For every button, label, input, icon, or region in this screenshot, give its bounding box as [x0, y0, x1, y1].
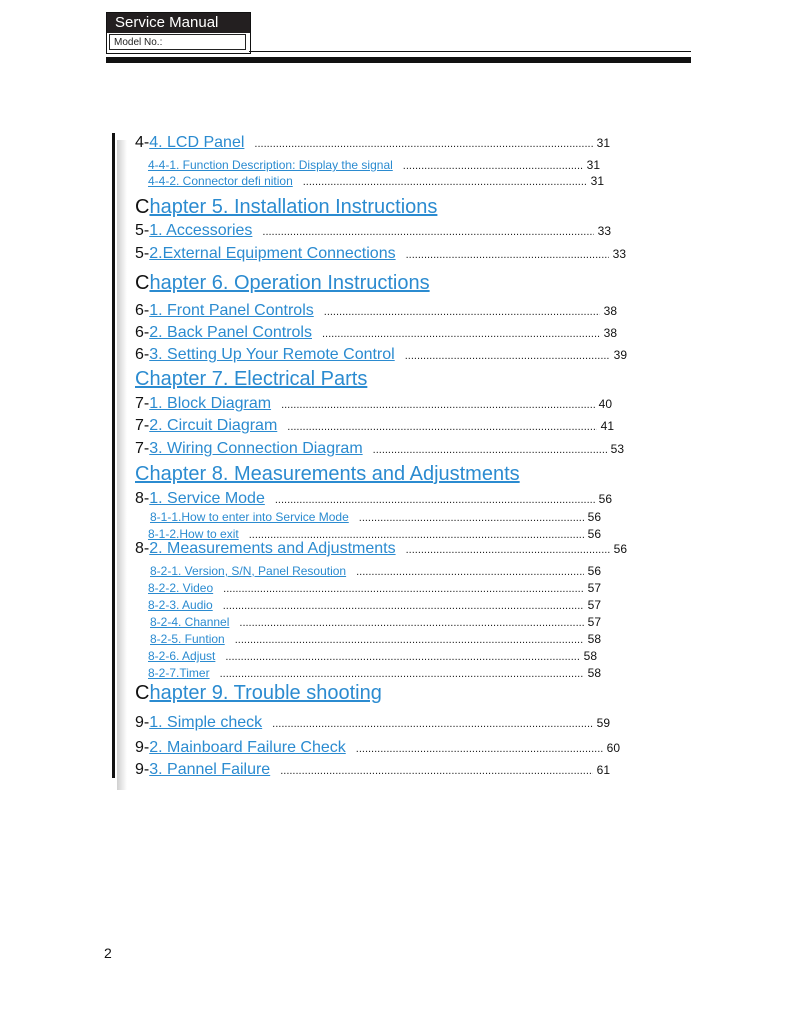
model-number-label: Model No.:	[109, 34, 246, 50]
dot-leader	[324, 306, 600, 318]
header-thick-rule	[106, 57, 691, 63]
toc-entry-page: 38	[603, 326, 617, 340]
toc-entry-link[interactable]: 3. Pannel Failure	[149, 761, 271, 778]
toc-entry[interactable]	[135, 395, 612, 413]
header-rule	[249, 51, 691, 52]
toc-entry[interactable]	[135, 761, 610, 779]
dot-leader	[280, 765, 592, 777]
toc-entry-link[interactable]: 8-2-6. Adjust	[148, 649, 216, 663]
toc-entry-link[interactable]: Chapter 7. Electrical Parts	[135, 368, 368, 390]
toc-entry-prefix: 9-	[135, 761, 150, 778]
toc-entry-page: 57	[587, 581, 601, 595]
toc-entry-link[interactable]: 8-1-1.How to enter into Service Mode	[150, 510, 349, 524]
toc-entry-link[interactable]: 4-4-1. Function Description: Display the signal	[148, 158, 393, 172]
toc-entry-page: 58	[587, 632, 601, 646]
toc-entry-link[interactable]: 1. Service Mode	[149, 490, 265, 507]
toc-entry-link[interactable]: 2. Measurements and Adjustments	[149, 540, 396, 557]
toc-entry[interactable]	[135, 540, 627, 558]
toc-entry-link[interactable]: 2. Back Panel Controls	[149, 324, 312, 341]
toc-entry-prefix: 8-	[135, 540, 150, 557]
toc-entry-link[interactable]: 8-1-2.How to exit	[148, 527, 239, 541]
dot-leader	[322, 328, 600, 340]
toc-entry[interactable]	[135, 682, 382, 705]
toc-entry[interactable]	[148, 649, 597, 663]
toc-entry[interactable]	[148, 527, 601, 541]
toc-entry-link[interactable]: hapter 9. Trouble shooting	[149, 682, 382, 704]
toc-entry-link[interactable]: 2. Circuit Diagram	[149, 417, 278, 434]
toc-entry[interactable]	[135, 368, 367, 391]
toc-entry-prefix: 8-	[135, 490, 150, 507]
toc-entry[interactable]	[150, 615, 601, 629]
dot-leader	[303, 176, 587, 188]
toc-entry-link[interactable]: 8-2-2. Video	[148, 581, 214, 595]
toc-entry-page: 59	[596, 716, 610, 730]
toc-entry-page: 39	[613, 348, 627, 362]
dot-leader	[220, 668, 584, 680]
toc-entry-prefix: 9-	[135, 739, 150, 756]
toc-entry-page: 58	[583, 649, 597, 663]
toc-entry-page: 57	[587, 598, 601, 612]
toc-entry-page: 33	[597, 224, 611, 238]
toc-entry-prefix: C	[135, 272, 150, 294]
dot-leader	[373, 444, 607, 456]
toc-entry-link[interactable]: 8-2-7.Timer	[148, 666, 210, 680]
toc-entry-prefix: 7-	[135, 395, 150, 412]
toc-entry-page: 31	[590, 174, 604, 188]
toc-entry-page: 58	[587, 666, 601, 680]
toc-entry[interactable]	[135, 417, 614, 435]
toc-entry-link[interactable]: 1. Accessories	[149, 222, 253, 239]
toc-entry-page: 61	[596, 763, 610, 777]
toc-entry-prefix: 5-	[135, 245, 150, 262]
toc-entry[interactable]	[148, 158, 600, 172]
toc-entry[interactable]	[135, 324, 617, 342]
dot-leader	[225, 651, 579, 663]
dot-leader	[272, 718, 592, 730]
toc-entry-link[interactable]: hapter 6. Operation Instructions	[149, 272, 430, 294]
dot-leader	[223, 600, 584, 612]
toc-entry-prefix: C	[135, 196, 150, 218]
toc-entry-link[interactable]: 8-2-1. Version, S/N, Panel Resoution	[150, 564, 347, 578]
toc-entry-prefix: 9-	[135, 714, 150, 731]
toc-entry-prefix: 6-	[135, 346, 150, 363]
toc-entry-link[interactable]: 3. Wiring Connection Diagram	[149, 440, 363, 457]
dot-leader	[262, 226, 593, 238]
dot-leader	[406, 544, 610, 556]
toc-entry-page: 40	[598, 397, 612, 411]
dot-leader	[239, 617, 583, 629]
toc-entry-link[interactable]: 3. Setting Up Your Remote Control	[149, 346, 395, 363]
toc-entry[interactable]	[148, 581, 601, 595]
dot-leader	[275, 494, 595, 506]
header-box	[106, 12, 251, 54]
toc-entry-link[interactable]: 4-4-2. Connector defi nition	[148, 174, 293, 188]
dot-leader	[254, 138, 592, 150]
dot-leader	[405, 350, 610, 362]
toc-entry[interactable]	[148, 666, 601, 680]
toc-entry[interactable]	[135, 222, 611, 240]
toc-entry-page: 53	[610, 442, 624, 456]
toc-entry-page: 41	[600, 419, 614, 433]
dot-leader	[235, 634, 584, 646]
toc-entry[interactable]	[148, 598, 601, 612]
toc-entry-link[interactable]: 1. Simple check	[149, 714, 263, 731]
toc-entry[interactable]	[135, 346, 627, 364]
toc-entry-page: 56	[587, 527, 601, 541]
toc-entry-page: 60	[606, 741, 620, 755]
toc-entry-page: 56	[613, 542, 627, 556]
toc-entry-page: 31	[596, 136, 610, 150]
toc-entry-link[interactable]: 4. LCD Panel	[149, 134, 245, 151]
toc-entry-link[interactable]: 1. Front Panel Controls	[149, 302, 314, 319]
dot-leader	[281, 399, 595, 411]
toc-entry[interactable]	[135, 196, 437, 219]
toc-entry-link[interactable]: 8-2-5. Funtion	[150, 632, 225, 646]
toc-entry-page: 31	[586, 158, 600, 172]
dot-leader	[287, 421, 596, 433]
toc-entry[interactable]	[135, 490, 612, 508]
toc-entry-link[interactable]: 8-2-3. Audio	[148, 598, 213, 612]
toc-entry[interactable]	[135, 440, 624, 458]
toc-entry[interactable]	[135, 714, 610, 732]
dot-leader	[403, 160, 583, 172]
toc-entry-link[interactable]: 2. Mainboard Failure Check	[149, 739, 346, 756]
toc-entry[interactable]	[135, 245, 626, 263]
toc-entry[interactable]	[148, 174, 604, 188]
page-number: 2	[104, 945, 112, 961]
toc-entry-link[interactable]: hapter 5. Installation Instructions	[149, 196, 438, 218]
toc-entry-prefix: 4-	[135, 134, 150, 151]
toc-entry[interactable]	[150, 564, 601, 578]
toc-entry-prefix: 5-	[135, 222, 150, 239]
dot-leader	[359, 512, 584, 524]
side-shadow	[117, 140, 127, 790]
toc-entry-page: 38	[603, 304, 617, 318]
toc-entry-page: 33	[612, 247, 626, 261]
toc-entry-page: 56	[587, 510, 601, 524]
toc-entry-prefix: 6-	[135, 302, 150, 319]
toc-entry[interactable]	[150, 510, 601, 524]
toc-entry-prefix: 7-	[135, 417, 150, 434]
toc-entry[interactable]	[150, 632, 601, 646]
side-bar	[112, 133, 115, 778]
toc-entry-page: 56	[587, 564, 601, 578]
toc-entry-link[interactable]: Chapter 8. Measurements and Adjustments	[135, 463, 520, 485]
toc-entry[interactable]	[135, 302, 617, 320]
toc-entry-page: 57	[587, 615, 601, 629]
toc-entry-prefix: C	[135, 682, 150, 704]
toc-entry-page: 56	[598, 492, 612, 506]
toc-entry[interactable]	[135, 134, 610, 152]
dot-leader	[406, 249, 609, 261]
toc-entry[interactable]	[135, 272, 430, 295]
dot-leader	[356, 566, 584, 578]
manual-title: Service Manual	[107, 13, 250, 33]
toc-entry-prefix: 6-	[135, 324, 150, 341]
toc-entry-link[interactable]: 1. Block Diagram	[149, 395, 272, 412]
toc-entry-link[interactable]: 8-2-4. Channel	[150, 615, 230, 629]
toc-entry[interactable]	[135, 463, 520, 486]
toc-entry-prefix: 7-	[135, 440, 150, 457]
toc-entry[interactable]	[135, 739, 620, 757]
toc-entry-link[interactable]: 2.External Equipment Connections	[149, 245, 396, 262]
dot-leader	[356, 743, 603, 755]
dot-leader	[223, 583, 583, 595]
